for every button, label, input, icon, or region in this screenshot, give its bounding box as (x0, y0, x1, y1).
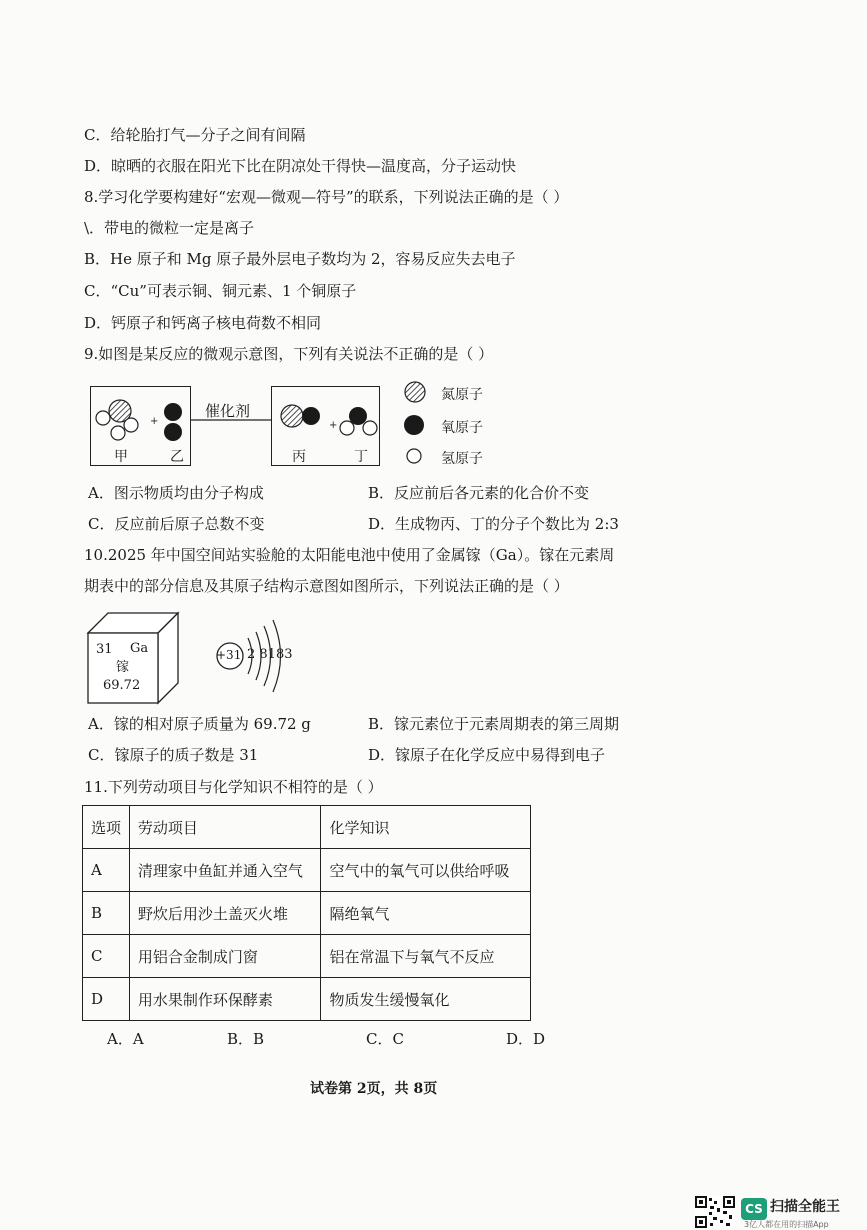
atomic-number: 31 (96, 642, 113, 657)
table-cell: 清理家中鱼缸并通入空气 (129, 849, 321, 892)
svg-text:+: + (329, 420, 338, 431)
header-cell: 化学知识 (321, 806, 531, 849)
table-row (83, 978, 531, 1021)
table-cell: 野炊后用沙土盖灭火堆 (129, 892, 321, 935)
q8-option-a: \．带电的微粒一定是离子 (84, 219, 255, 237)
oxygen-molecule (164, 403, 182, 441)
q8-option-c: C．“Cu”可表示铜、铜元素、1 个铜原子 (84, 282, 357, 300)
reaction-molecules (0, 0, 867, 480)
ammonia-molecule (96, 400, 138, 440)
q9-option-d: D．生成物丙、丁的分子个数比为 2:3 (368, 515, 619, 533)
table-cell: C (83, 935, 130, 978)
q10-stem-line1: 10.2025 年中国空间站实验舱的太阳能电池中使用了金属镓（Ga）。镓在元素周 (84, 546, 615, 564)
table-cell: 铝在常温下与氧气不反应 (321, 935, 531, 978)
catalyst-label: 催化剂 (205, 402, 251, 420)
table-cell: D (83, 978, 130, 1021)
page-footer: 试卷第 2页，共 8页 (310, 1081, 438, 1097)
qr-code-icon (695, 1196, 735, 1228)
legend-oxygen-label: 氧原子 (441, 420, 483, 436)
q10-stem-line2: 期表中的部分信息及其原子结构示意图如图所示，下列说法正确的是（ ） (84, 577, 569, 595)
nitric-oxide-molecule (281, 405, 320, 427)
table-cell: B (83, 892, 130, 935)
label-jia: 甲 (114, 449, 128, 465)
q9-option-a: A．图示物质均由分子构成 (88, 484, 264, 502)
q11-option-c: C．C (366, 1030, 404, 1048)
table-row (83, 849, 531, 892)
water-molecule (340, 407, 377, 435)
legend-hydrogen-label: 氢原子 (441, 451, 483, 467)
nitrogen-legend-icon (405, 382, 425, 402)
q10-option-c: C．镓原子的质子数是 31 (88, 746, 259, 764)
atomic-mass: 69.72 (103, 678, 141, 693)
q8-stem: 8.学习化学要构建好“宏观—微观—符号”的联系，下列说法正确的是（ ） (84, 188, 569, 206)
q10-option-a: A．镓的相对原子质量为 69.72 g (88, 715, 311, 733)
element-symbol: Ga (130, 641, 149, 656)
table-cell: 空气中的氧气可以供给呼吸 (321, 849, 531, 892)
table-header-row (83, 806, 531, 849)
q8-option-b: B．He 原子和 Mg 原子最外层电子数均为 2，容易反应失去电子 (84, 250, 516, 268)
hydrogen-legend-icon (407, 449, 421, 463)
table-cell: A (83, 849, 130, 892)
q7-option-d: D．晾晒的衣服在阳光下比在阴凉处干得快—温度高，分子运动快 (84, 157, 517, 175)
table-row (83, 935, 531, 978)
q11-option-b: B．B (227, 1030, 265, 1048)
legend-nitrogen-label: 氮原子 (441, 387, 483, 403)
q7-option-c: C．给轮胎打气—分子之间有间隔 (84, 126, 306, 144)
labor-knowledge-table (82, 805, 531, 1021)
q11-option-d: D．D (506, 1030, 546, 1048)
table-cell: 用水果制作环保酵素 (129, 978, 321, 1021)
table-row (83, 892, 531, 935)
table-cell: 用铝合金制成门窗 (129, 935, 321, 978)
table-cell: 物质发生缓慢氧化 (321, 978, 531, 1021)
q8-option-d: D．钙原子和钙离子核电荷数不相同 (84, 314, 322, 332)
label-yi: 乙 (170, 449, 184, 465)
svg-text:+: + (150, 416, 159, 427)
q9-stem: 9.如图是某反应的微观示意图，下列有关说法不正确的是（ ） (84, 345, 494, 363)
label-ding: 丁 (354, 449, 368, 465)
q11-stem: 11.下列劳动项目与化学知识不相符的是（ ） (84, 778, 383, 796)
header-cell: 劳动项目 (129, 806, 321, 849)
q11-option-a: A．A (107, 1030, 144, 1048)
label-bing: 丙 (292, 449, 306, 465)
q9-option-b: B．反应前后各元素的化合价不变 (368, 484, 590, 502)
header-cell: 选项 (83, 806, 130, 849)
q10-option-d: D．镓原子在化学反应中易得到电子 (368, 746, 606, 764)
camscanner-logo: CS (741, 1198, 767, 1220)
oxygen-legend-icon (404, 415, 424, 435)
element-name: 镓 (116, 660, 130, 675)
nucleus-charge: +31 (216, 648, 242, 662)
q9-option-c: C．反应前后原子总数不变 (88, 515, 265, 533)
q10-option-b: B．镓元素位于元素周期表的第三周期 (368, 715, 620, 733)
camscanner-tagline: 3亿人都在用的扫描App (744, 1220, 829, 1229)
table-cell: 隔绝氧气 (321, 892, 531, 935)
electron-shells: 2 8183 (247, 647, 293, 662)
camscanner-brand: 扫描全能王 (770, 1199, 840, 1215)
